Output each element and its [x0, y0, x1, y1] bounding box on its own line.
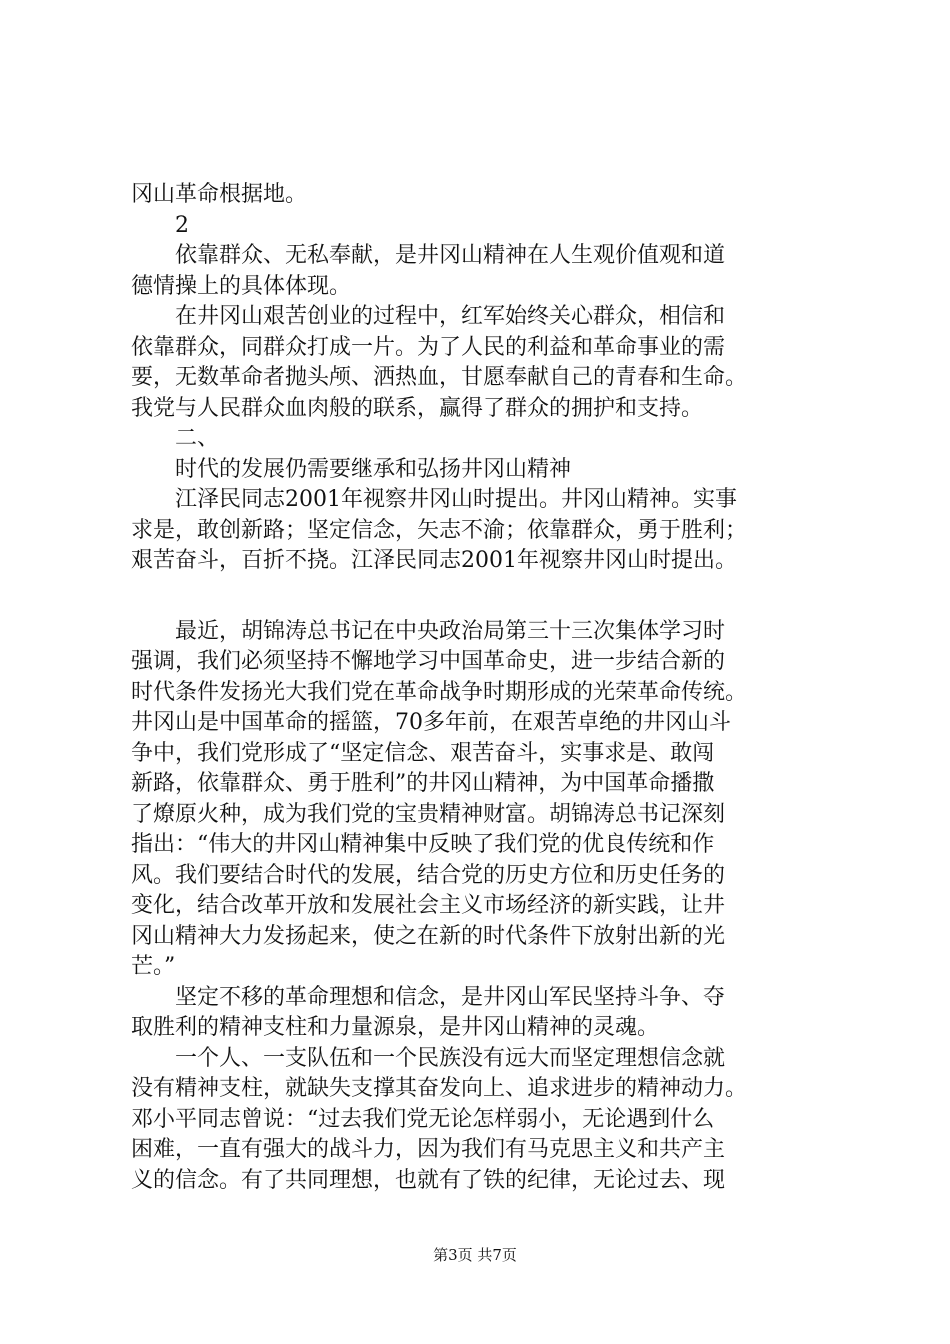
section-gap	[131, 577, 831, 617]
text-line: 新路，依靠群众、勇于胜利”的井冈山精神，为中国革命播撒	[131, 771, 715, 796]
text-line: 依靠群众，同群众打成一片。为了人民的利益和革命事业的需	[131, 334, 726, 360]
text-line: 二、	[175, 426, 220, 451]
text-section-1	[131, 180, 831, 577]
text-line: 最近，胡锦涛总书记在中央政治局第三十三次集体学习时	[175, 618, 726, 644]
page-footer: 第3页 共7页	[433, 1246, 517, 1264]
text-line: 求是，敢创新路；坚定信念，矢志不渝；依靠群众，勇于胜利；	[131, 517, 748, 543]
text-section-2	[131, 617, 831, 1197]
document-body	[131, 180, 831, 1196]
text-line: 2	[175, 212, 189, 238]
text-line: 强调，我们必须坚持不懈地学习中国革命史，进一步结合新的	[131, 649, 726, 674]
text-line: 艰苦奋斗，百折不挠。江泽民同志2001年视察井冈山时提出。	[131, 548, 737, 573]
text-line: 依靠群众、无私奉献，是井冈山精神在人生观价值观和道	[175, 243, 726, 268]
text-line: 坚定不移的革命理想和信念，是井冈山军民坚持斗争、夺	[175, 984, 726, 1010]
text-line: 我党与人民群众血肉般的联系，赢得了群众的拥护和支持。	[131, 395, 704, 421]
text-line: 变化，结合改革开放和发展社会主义市场经济的新实践，让井	[131, 893, 726, 918]
text-line: 时代条件发扬光大我们党在革命战争时期形成的光荣革命传统。	[131, 679, 748, 705]
text-line: 没有精神支柱，就缺失支撑其奋发向上、追求进步的精神动力。	[131, 1076, 748, 1101]
text-line: 取胜利的精神支柱和力量源泉，是井冈山精神的灵魂。	[131, 1015, 660, 1040]
text-line: 争中，我们党形成了“坚定信念、艰苦奋斗，实事求是、敢闯	[131, 740, 715, 766]
text-line: 了燎原火种，成为我们党的宝贵精神财富。胡锦涛总书记深刻	[131, 801, 726, 827]
text-line: 江泽民同志2001年视察井冈山时提出。井冈山精神。实事	[175, 487, 737, 512]
text-line: 芒。”	[131, 954, 176, 979]
text-line: 要，无数革命者抛头颅、洒热血，甘愿奉献自己的青春和生命。	[131, 365, 748, 390]
text-line: 义的信念。有了共同理想，也就有了铁的纪律，无论过去、现	[131, 1167, 726, 1193]
text-line: 指出：“伟大的井冈山精神集中反映了我们党的优良传统和作	[131, 832, 715, 857]
text-line: 一个人、一支队伍和一个民族没有远大而坚定理想信念就	[175, 1045, 726, 1071]
text-line: 邓小平同志曾说：“过去我们党无论怎样弱小，无论遇到什么	[131, 1106, 715, 1132]
text-line: 风。我们要结合时代的发展，结合党的历史方位和历史任务的	[131, 862, 726, 888]
text-line: 困难，一直有强大的战斗力，因为我们有马克思主义和共产主	[131, 1137, 726, 1162]
text-line: 时代的发展仍需要继承和弘扬井冈山精神	[175, 456, 572, 482]
text-line: 德情操上的具体体现。	[131, 273, 352, 299]
text-line: 井冈山是中国革命的摇篮，70多年前，在艰苦卓绝的井冈山斗	[131, 710, 731, 735]
text-line: 冈山革命根据地。	[131, 182, 308, 207]
text-line: 在井冈山艰苦创业的过程中，红军始终关心群众，相信和	[175, 304, 726, 329]
text-line: 冈山精神大力发扬起来，使之在新的时代条件下放射出新的光	[131, 923, 726, 949]
